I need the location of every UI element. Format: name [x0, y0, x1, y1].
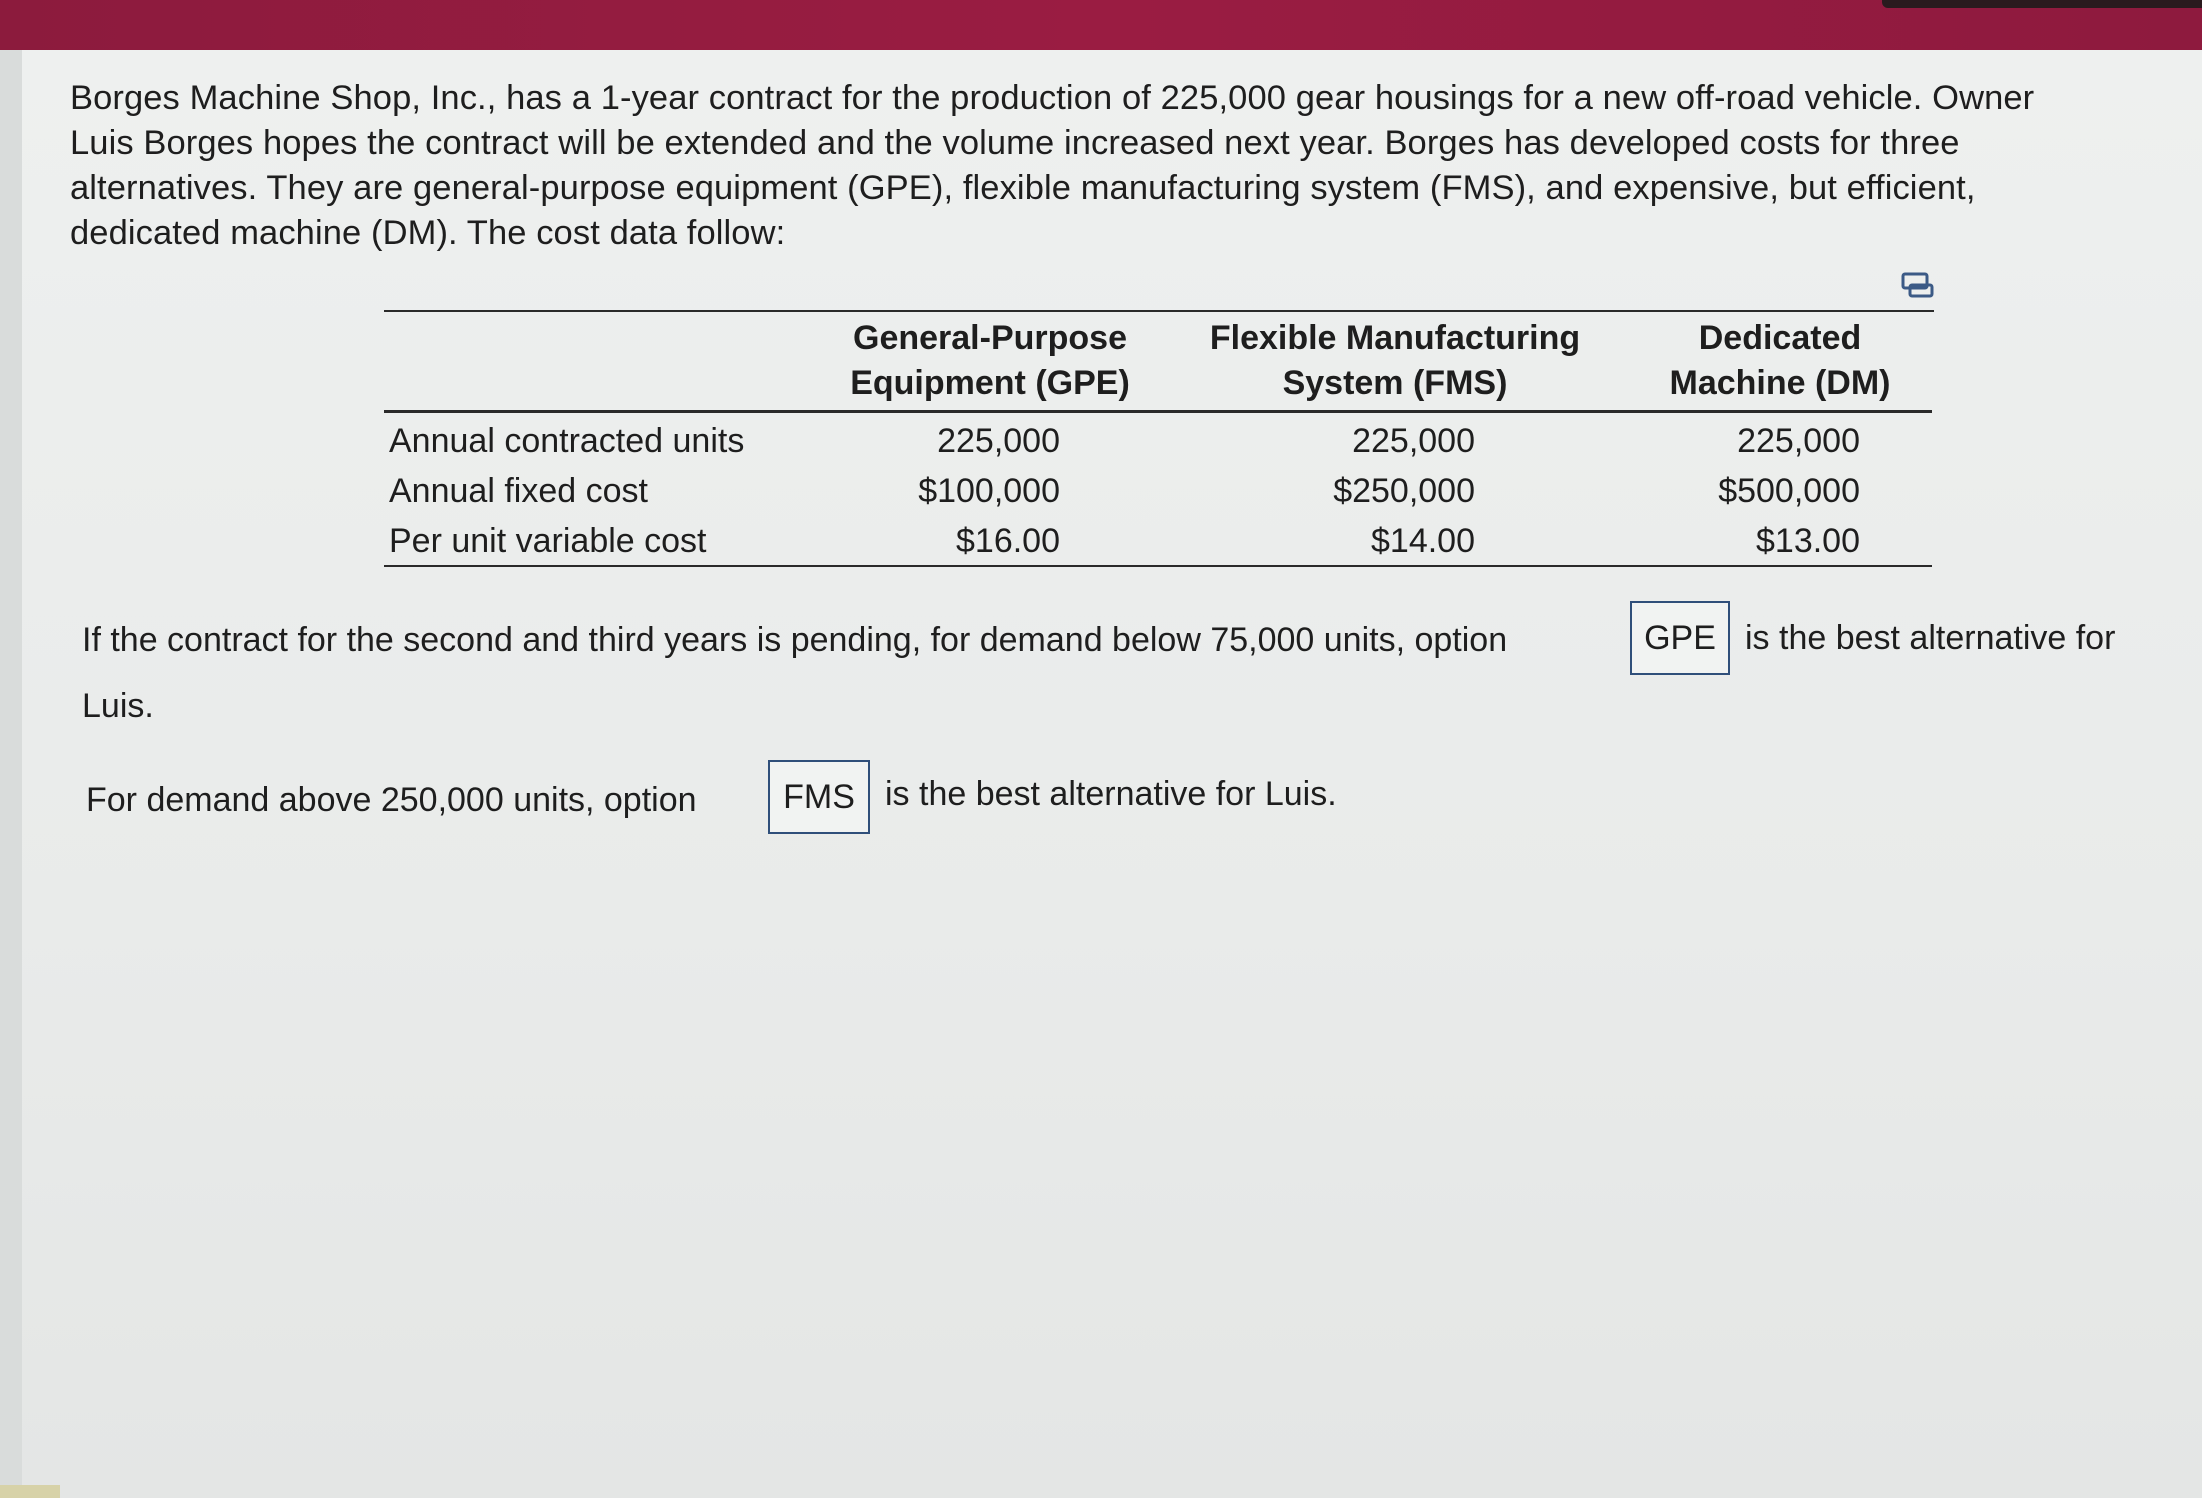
row-label-units: Annual contracted units [389, 422, 745, 460]
cell-units-gpe: 225,000 [937, 422, 1060, 460]
problem-line-1: Borges Machine Shop, Inc., has a 1-year contract for the production of 225,000 gear housings for a new off-road vehicle. Owner [70, 79, 2035, 117]
table-header-rule [384, 410, 1932, 413]
bottom-corner [0, 1485, 60, 1498]
problem-statement [70, 76, 2160, 256]
problem-line-2: Luis Borges hopes the contract will be extended and the volume increased next year. Borges has developed costs for three [70, 124, 1960, 162]
cell-variable-fms: $14.00 [1371, 522, 1475, 560]
left-edge [0, 50, 24, 1498]
header-dm-line-1: Dedicated [1698, 319, 1862, 357]
question-2-text: For demand above 250,000 units, option [86, 781, 697, 819]
answer-dropdown-1[interactable]: GPE [1630, 601, 1730, 675]
cell-variable-gpe: $16.00 [956, 522, 1060, 560]
popout-icon[interactable] [1900, 270, 1934, 300]
header-fms [1190, 316, 1600, 406]
row-label-fixed-cost: Annual fixed cost [389, 472, 648, 510]
question-1-after: is the best alternative for [1745, 619, 2116, 657]
answer-dropdown-2[interactable]: FMS [768, 760, 870, 834]
top-bar-device-edge [1882, 0, 2202, 8]
cell-units-fms: 225,000 [1352, 422, 1475, 460]
cell-variable-dm: $13.00 [1756, 522, 1860, 560]
cell-fixed-dm: $500,000 [1718, 472, 1860, 510]
header-dm [1640, 316, 1920, 406]
header-gpe-line-1: General-Purpose [853, 319, 1127, 357]
cell-fixed-gpe: $100,000 [918, 472, 1060, 510]
table-top-rule [384, 310, 1934, 312]
cell-fixed-fms: $250,000 [1333, 472, 1475, 510]
top-bar [0, 0, 2202, 50]
problem-line-4: dedicated machine (DM). The cost data follow: [70, 214, 786, 252]
header-gpe [820, 316, 1160, 406]
header-fms-line-2: System (FMS) [1282, 364, 1508, 402]
row-label-variable-cost: Per unit variable cost [389, 522, 707, 560]
header-fms-line-1: Flexible Manufacturing [1209, 319, 1581, 357]
question-2-after: is the best alternative for Luis. [885, 775, 1337, 813]
header-dm-line-2: Machine (DM) [1669, 364, 1891, 402]
question-1-tail: Luis. [82, 687, 154, 725]
table-bottom-rule [384, 565, 1932, 567]
cell-units-dm: 225,000 [1737, 422, 1860, 460]
problem-line-3: alternatives. They are general-purpose equipment (GPE), flexible manufacturing system (FMS), and expensive, but efficient, [70, 169, 1976, 207]
header-gpe-line-2: Equipment (GPE) [850, 364, 1130, 402]
question-1-text: If the contract for the second and third years is pending, for demand below 75,000 units, option [82, 621, 1508, 659]
